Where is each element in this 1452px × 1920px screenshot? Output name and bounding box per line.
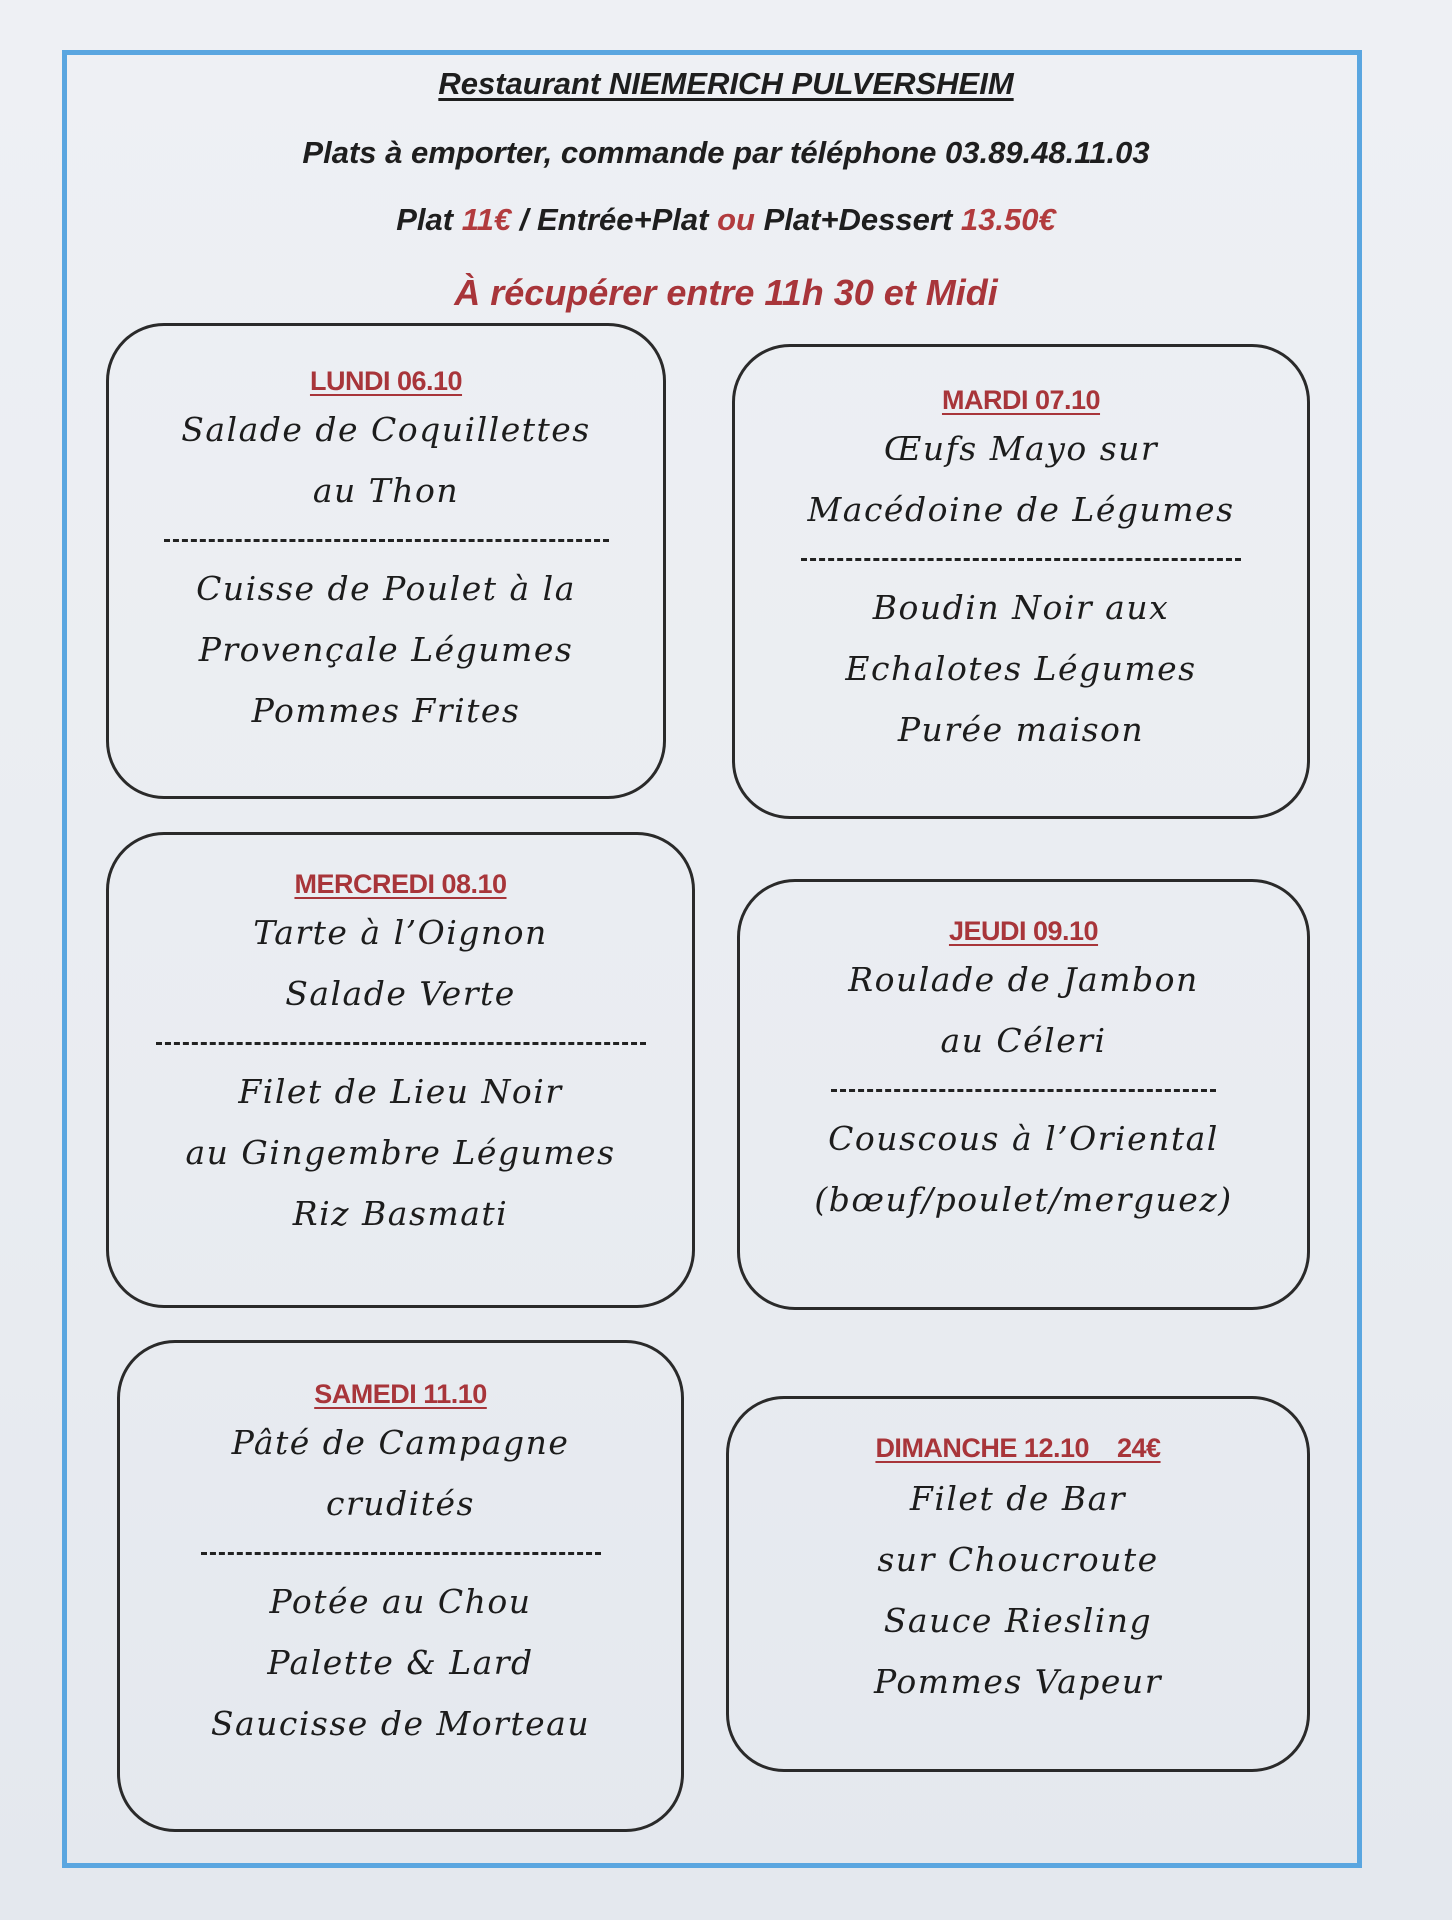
course-separator bbox=[831, 1089, 1216, 1092]
main-line: Potée au Chou bbox=[269, 1582, 532, 1621]
day-card-mardi bbox=[732, 344, 1310, 819]
main-line: Pommes Frites bbox=[251, 691, 521, 730]
main-line: Saucisse de Morteau bbox=[210, 1704, 591, 1743]
day-title-with-price: DIMANCHE 12.10 24€ bbox=[875, 1433, 1161, 1463]
main-line: Cuisse de Poulet à la bbox=[196, 569, 576, 608]
starter-line: Salade Verte bbox=[285, 974, 516, 1013]
price-plat-label: Plat bbox=[396, 202, 454, 237]
starter-line: Roulade de Jambon bbox=[848, 960, 1199, 999]
order-phone-line: Plats à emporter, commande par téléphone 03.89.48.11.03 bbox=[302, 135, 1150, 170]
day-title: LUNDI 06.10 bbox=[309, 366, 463, 396]
day-card-lundi bbox=[106, 323, 666, 799]
starter-line: Salade de Coquillettes bbox=[181, 410, 591, 449]
main-line: Purée maison bbox=[897, 710, 1145, 749]
day-card-samedi bbox=[117, 1340, 684, 1832]
main-line: Filet de Lieu Noir bbox=[238, 1072, 563, 1111]
price-combo-label-1: / Entrée+Plat bbox=[519, 202, 709, 237]
day-card-dimanche bbox=[726, 1396, 1310, 1772]
starter-line: au Thon bbox=[312, 471, 460, 510]
day-title: MERCREDI 08.10 bbox=[294, 869, 507, 899]
starter-line: au Céleri bbox=[940, 1021, 1107, 1060]
starter-line: Tarte à l’Oignon bbox=[253, 913, 548, 952]
price-combo-label-2: Plat+Dessert bbox=[763, 202, 953, 237]
main-line: Riz Basmati bbox=[292, 1194, 509, 1233]
course-separator bbox=[156, 1042, 646, 1045]
starter-line: Pâté de Campagne bbox=[231, 1423, 570, 1462]
day-title: MARDI 07.10 bbox=[941, 385, 1101, 415]
main-line: sur Choucroute bbox=[877, 1540, 1159, 1579]
course-separator bbox=[201, 1552, 601, 1555]
main-line: Couscous à l’Oriental bbox=[828, 1119, 1219, 1158]
main-line: au Gingembre Légumes bbox=[185, 1133, 616, 1172]
main-line: (bœuf/poulet/merguez) bbox=[814, 1180, 1233, 1219]
day-title: SAMEDI 11.10 bbox=[314, 1379, 487, 1409]
main-line: Sauce Riesling bbox=[883, 1601, 1153, 1640]
course-separator bbox=[164, 539, 609, 542]
price-line bbox=[0, 202, 1452, 238]
main-line: Palette & Lard bbox=[267, 1643, 534, 1682]
day-card-jeudi bbox=[737, 879, 1310, 1310]
restaurant-title: Restaurant NIEMERICH PULVERSHEIM bbox=[438, 66, 1014, 101]
price-plat-value: 11€ bbox=[461, 202, 512, 237]
starter-line: crudités bbox=[326, 1484, 475, 1523]
main-line: Echalotes Légumes bbox=[845, 649, 1197, 688]
pickup-time: À récupérer entre 11h 30 et Midi bbox=[454, 272, 998, 313]
main-line: Boudin Noir aux bbox=[872, 588, 1170, 627]
day-card-mercredi bbox=[106, 832, 695, 1308]
price-combo-or: ou bbox=[717, 202, 755, 237]
main-line: Filet de Bar bbox=[909, 1479, 1127, 1518]
day-title: JEUDI 09.10 bbox=[948, 916, 1099, 946]
main-line: Provençale Légumes bbox=[198, 630, 574, 669]
main-line: Pommes Vapeur bbox=[874, 1662, 1162, 1701]
starter-line: Macédoine de Légumes bbox=[807, 490, 1235, 529]
price-combo-value: 13.50€ bbox=[960, 202, 1056, 237]
course-separator bbox=[801, 558, 1241, 561]
starter-line: Œufs Mayo sur bbox=[883, 429, 1159, 468]
